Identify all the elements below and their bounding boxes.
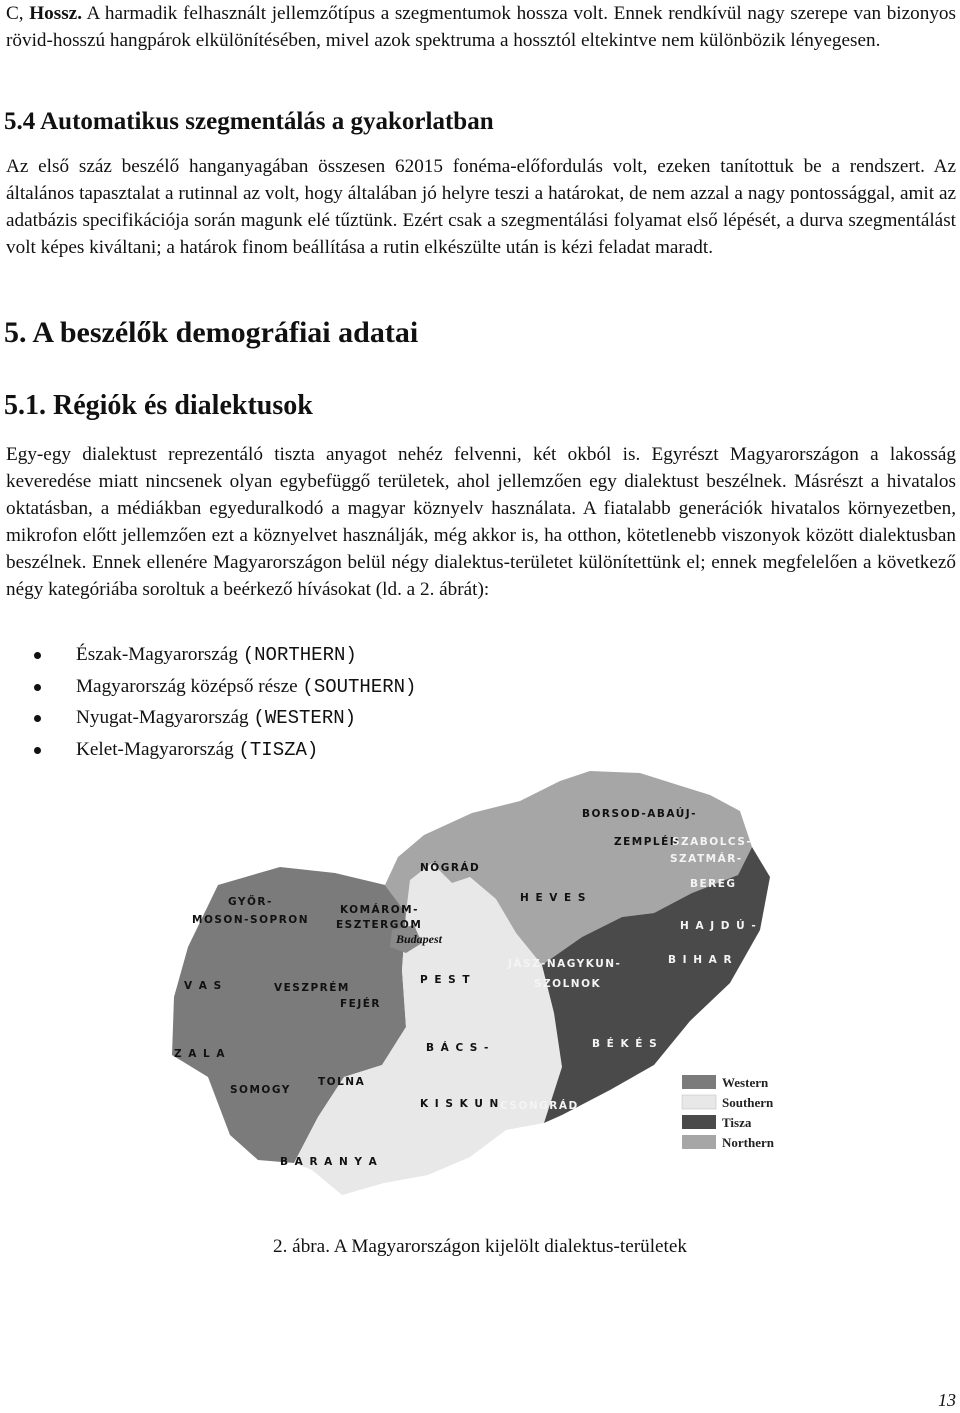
county-label: B Á C S -: [426, 1042, 490, 1054]
county-label: SZABOLCS-: [672, 836, 753, 848]
county-label: K I S K U N: [420, 1098, 500, 1110]
section-5-4-heading: 5.4 Automatikus szegmentálás a gyakorlatban: [4, 108, 494, 135]
county-label: KOMÁROM-: [340, 904, 419, 916]
county-label: ESZTERGOM: [336, 919, 423, 931]
legend-label-northern: Northern: [722, 1135, 774, 1150]
county-label: JÁSZ-NAGYKUN-: [508, 958, 622, 970]
bullet-icon: [34, 747, 41, 754]
legend-label-southern: Southern: [722, 1095, 774, 1110]
list-item: [0, 641, 416, 673]
region-name: Kelet-Magyarország: [76, 738, 234, 760]
legend-swatch-western: [682, 1075, 716, 1089]
region-code: (TISZA): [238, 738, 319, 761]
bullet-icon: [34, 715, 41, 722]
region-name: Észak-Magyarország: [76, 644, 238, 665]
county-label: CSONGRÁD: [500, 1100, 579, 1112]
intro-term: Hossz.: [29, 3, 82, 24]
county-label: BEREG: [690, 878, 737, 890]
legend-label-western: Western: [722, 1075, 769, 1090]
county-label: SOMOGY: [230, 1084, 291, 1096]
county-label: SZATMÁR-: [670, 853, 743, 865]
county-label: MOSON-SOPRON: [192, 914, 309, 926]
region-code: (SOUTHERN): [302, 675, 417, 698]
intro-paragraph: [6, 0, 956, 54]
list-item: [0, 736, 416, 768]
county-label: H E V E S: [520, 892, 587, 904]
county-label: B É K É S: [592, 1038, 659, 1050]
region-code: (NORTHERN): [242, 644, 357, 666]
section-5-1-body: Egy-egy dialektust reprezentáló tiszta anyagot nehéz felvenni, két okból is. Egyrészt Magyarországon a lakosság keveredése miatt nincsenek olyan egybefüggő területek, ahol jellemzően egy dialektust beszélnek. Másrészt a hivatalos oktatásban, a médiákban egyeduralkodó a magyar köznyelv használata. A fiatalabb generációk hivatalos környezetben, mikrofon előtt jellemzően ezt a köznyelvet használják, még akkor is, ha otthon, kötetlenebb viszonyok között dialektusban beszélnek. Ennek ellenére Magyarországon belül négy dialektus-területet különítettünk el; ennek megfelelően a következő négy kategóriába soroltuk a beérkező hívásokat (ld. a 2. ábrát):: [6, 444, 956, 600]
legend-swatch-southern: [682, 1095, 716, 1109]
county-label: FEJÉR: [340, 998, 382, 1010]
county-label: B I H A R: [668, 954, 734, 966]
county-label: B A R A N Y A: [280, 1156, 379, 1168]
list-item: [0, 673, 416, 705]
bullet-icon: [34, 684, 41, 691]
page-number: 13: [938, 1390, 956, 1410]
county-label: H A J D Ú -: [680, 920, 758, 932]
legend-swatch-tisza: [682, 1115, 716, 1129]
region-name: Nyugat-Magyarország: [76, 707, 249, 728]
county-label: SZOLNOK: [534, 978, 602, 990]
county-label: P E S T: [420, 974, 472, 986]
county-label: VESZPRÉM: [274, 982, 350, 994]
section-5-1-heading: 5.1. Régiók és dialektusok: [4, 390, 313, 421]
county-label: GYŐR-: [228, 896, 273, 908]
dialect-region-map: [170, 765, 810, 1225]
legend-label-tisza: Tisza: [722, 1115, 752, 1130]
county-label: BORSOD-ABAÚJ-: [582, 808, 697, 820]
region-code: (WESTERN): [253, 707, 357, 729]
figure-caption: 2. ábra. A Magyarországon kijelölt dialektus-területek: [272, 1236, 687, 1257]
county-label: ZEMPLÉN: [614, 836, 681, 848]
region-list: [0, 641, 416, 767]
county-label: Budapest: [396, 932, 443, 946]
county-label: V A S: [184, 980, 223, 992]
section-5-4-body: Az első száz beszélő hanganyagában összesen 62015 fonéma-előfordulás volt, ezeken tanítottuk be a rendszert. Az általános tapasztalat a rutinnal az volt, hogy általában jó helyre teszi a határokat, de nem azzal a nagy pontossággal, amit az adatbázis specifikációja során magunk elé tűztünk. Ezért csak a szegmentálási folyamat első lépését, a durva szegmentálást volt képes kiváltani; a határok finom beállítása a rutin elkészülte után is kézi feladat maradt.: [6, 156, 956, 258]
chapter-5-heading: 5. A beszélők demográfiai adatai: [4, 316, 419, 349]
county-label: Z A L A: [174, 1048, 227, 1060]
bullet-icon: [34, 652, 41, 659]
region-name: Magyarország középső része: [76, 675, 298, 697]
legend-swatch-northern: [682, 1135, 716, 1149]
county-label: NÓGRÁD: [420, 862, 481, 874]
county-label: TOLNA: [318, 1076, 366, 1088]
list-item: [0, 704, 416, 736]
intro-label: C,: [6, 3, 24, 24]
intro-text: A harmadik felhasznált jellemzőtípus a szegmentumok hossza volt. Ennek rendkívül nagy szerepe van bizonyos rövid-hosszú hangpárok elkülönítésében, mivel azok spektruma a hossztól eltekintve nem különbözik lényegesen.: [6, 3, 956, 51]
map-legend: [682, 1075, 775, 1150]
